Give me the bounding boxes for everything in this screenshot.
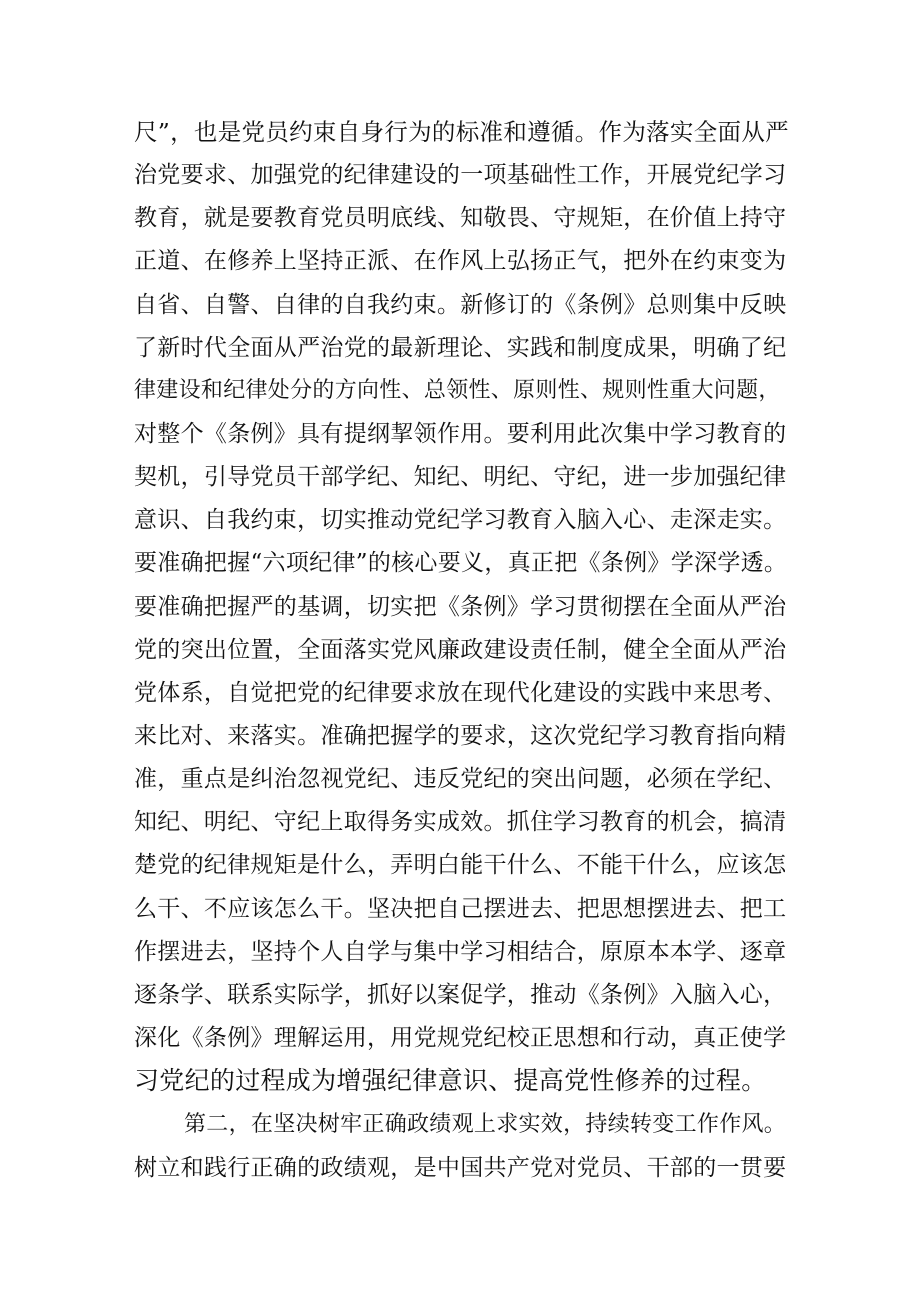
text-line: 树立和践行正确的政绩观，是中国共产党对党员、干部的一贯要 (134, 1155, 787, 1181)
text-line: 知纪、明纪、守纪上取得务实成效。抓住学习教育的机会，搞清 (134, 809, 787, 835)
text-line: 对整个《条例》具有提纲挈领作用。要利用此次集中学习教育的 (134, 421, 787, 447)
text-line: 准，重点是纠治忽视党纪、违反党纪的突出问题，必须在学纪、 (134, 766, 787, 792)
text-line: 要准确把握严的基调，切实把《条例》学习贯彻摆在全面从严治 (134, 594, 787, 620)
text-line: 习党纪的过程成为增强纪律意识、提高党性修养的过程。 (134, 1066, 767, 1095)
text-line: 尺”，也是党员约束自身行为的标准和遵循。作为落实全面从严 (134, 118, 789, 146)
text-line: 契机，引导党员干部学纪、知纪、明纪、守纪，进一步加强纪律 (134, 464, 787, 490)
text-line: 律建设和纪律处分的方向性、总领性、原则性、规则性重大问题， (134, 378, 781, 403)
text-line: 正道、在修养上坚持正派、在作风上弘扬正气，把外在约束变为 (134, 248, 787, 274)
text-line: 么干、不应该怎么干。坚决把自己摆进去、把思想摆进去、把工 (134, 896, 787, 922)
text-line: 党的突出位置，全面落实党风廉政建设责任制，健全全面从严治 (134, 637, 787, 663)
text-line: 党体系，自觉把党的纪律要求放在现代化建设的实践中来思考、 (134, 680, 787, 706)
text-line: 逐条学、联系实际学，抓好以案促学，推动《条例》入脑入心， (134, 982, 787, 1008)
paragraph-start-line: 第二，在坚决树牢正确政绩观上求实效，持续转变工作作风。 (184, 1112, 787, 1137)
text-line: 作摆进去，坚持个人自学与集中学习相结合，原原本本学、逐章 (134, 939, 787, 965)
text-line: 治党要求、加强党的纪律建设的一项基础性工作，开展党纪学习 (134, 162, 787, 188)
text-line: 来比对、来落实。准确把握学的要求，这次党纪学习教育指向精 (134, 723, 787, 749)
text-line: 教育，就是要教育党员明底线、知敬畏、守规矩，在价值上持守 (134, 205, 787, 231)
text-line: 自省、自警、自律的自我约束。新修订的《条例》总则集中反映 (134, 292, 787, 318)
text-line: 意识、自我约束，切实推动党纪学习教育入脑入心、走深走实。 (134, 507, 787, 533)
text-line: 深化《条例》理解运用，用党规党纪校正思想和行动，真正使学 (134, 1025, 787, 1051)
text-line: 了新时代全面从严治党的最新理论、实践和制度成果，明确了纪 (134, 335, 787, 361)
text-line: 要准确把握“六项纪律”的核心要义，真正把《条例》学深学透。 (134, 550, 788, 576)
text-line: 楚党的纪律规矩是什么，弄明白能干什么、不能干什么，应该怎 (134, 852, 787, 878)
